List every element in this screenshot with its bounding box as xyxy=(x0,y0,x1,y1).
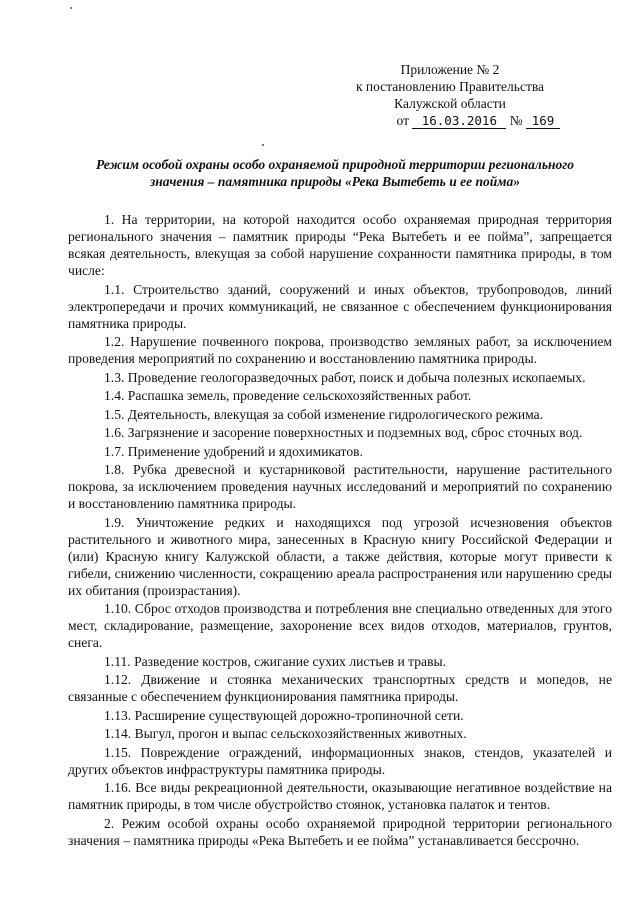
paragraph-1-8: 1.8. Рубка древесной и кустарниковой растительности, нарушение растительного покрова, за исключением проведения научных исследований и мероприятий по сохранению и восстановлению памятника природы. xyxy=(68,462,612,511)
paragraph-1: 1. На территории, на которой находится особо охраняемая природная территория регионального значения – памятник природы “Река Вытебеть и ее пойма”, запрещается всякая деятельность, влекущая за собой нарушение сохранности памятника природы, в том числе: xyxy=(68,212,612,278)
paragraph-2: 2. Режим особой охраны особо охраняемой природной территории регионального значения – памятника природы «Река Вытебеть и ее пойма” устанавливается бессрочно. xyxy=(68,815,612,848)
paragraph-1-6: 1.6. Загрязнение и засорение поверхностных и подземных вод, сброс сточных вод. xyxy=(104,425,583,440)
appendix-region: Калужской области xyxy=(394,96,506,111)
paragraph-1-11: 1.11. Разведение костров, сжигание сухих листьев и травы. xyxy=(104,653,447,669)
resolution-date: 16.03.2016 xyxy=(412,114,506,129)
paragraph-1-7: 1.7. Применение удобрений и ядохимикатов. xyxy=(104,443,363,459)
paragraph-1-2: 1.2. Нарушение почвенного покрова, производство земляных работ, за исключением проведения мероприятий по сохранению и восстановлению памятника природы. xyxy=(68,334,612,366)
paragraph-1-14: 1.14. Выгул, прогон и выпас сельскохозяйственных животных. xyxy=(104,726,467,741)
scan-speck xyxy=(262,144,264,146)
paragraph-1-1: 1.1. Строительство зданий, сооружений и иных объектов, трубопроводов, линий электропередачи и прочих коммуникаций, не связанное с обеспечением функционирования памятника природы. xyxy=(68,281,612,331)
paragraph-1-15: 1.15. Повреждение ограждений, информационных знаков, стендов, указателей и других объектов инфраструктуры памятника природы. xyxy=(68,744,612,777)
paragraph-1-16: 1.16. Все виды рекреационной деятельности, оказывающие негативное воздействие на памятник природы, в том числе обустройство стоянок, установка палаток и тентов. xyxy=(68,780,612,812)
appendix-number: Приложение № 2 xyxy=(400,62,500,77)
appendix-date-line xyxy=(340,112,560,129)
paragraph-1-10: 1.10. Сброс отходов производства и потребления вне специально отведенных для этого мест, складирование, размещение, захоронение всех видов отходов, материалов, грунтов, снега. xyxy=(68,601,612,650)
paragraph-1-3: 1.3. Проведение геологоразведочных работ, поиск и добыча полезных ископаемых. xyxy=(104,369,586,385)
document-title: Режим особой охраны особо охраняемой природной территории регионального значения – памятника природы «Река Вытебеть и ее пойма» xyxy=(95,157,575,189)
number-sign: № xyxy=(509,113,523,128)
scan-speck xyxy=(70,7,72,9)
paragraph-1-9: 1.9. Уничтожение редких и находящихся под угрозой исчезновения объектов растительного и животного мира, занесенных в Красную книгу Российской Федерации и (или) Красную книгу Калужской области, а также действия, которые могут привести к гибели, снижению численности, сокращению ареала распространения или нарушению среды их обитания (произрастания). xyxy=(68,514,612,598)
paragraph-1-4: 1.4. Распашка земель, проведение сельскохозяйственных работ. xyxy=(104,388,472,403)
appendix-header xyxy=(340,61,560,129)
paragraph-1-5: 1.5. Деятельность, влекущая за собой изменение гидрологического режима. xyxy=(104,406,544,422)
date-prefix: от xyxy=(396,113,409,128)
paragraph-1-12: 1.12. Движение и стоянка механических транспортных средств и мопедов, не связанные с обеспечением функционирования памятника природы. xyxy=(68,672,612,704)
appendix-resolution: к постановлению Правительства xyxy=(355,79,545,94)
document-body xyxy=(68,211,612,850)
resolution-number: 169 xyxy=(526,114,560,129)
paragraph-1-13: 1.13. Расширение существующей дорожно-тропиночной сети. xyxy=(104,707,464,723)
